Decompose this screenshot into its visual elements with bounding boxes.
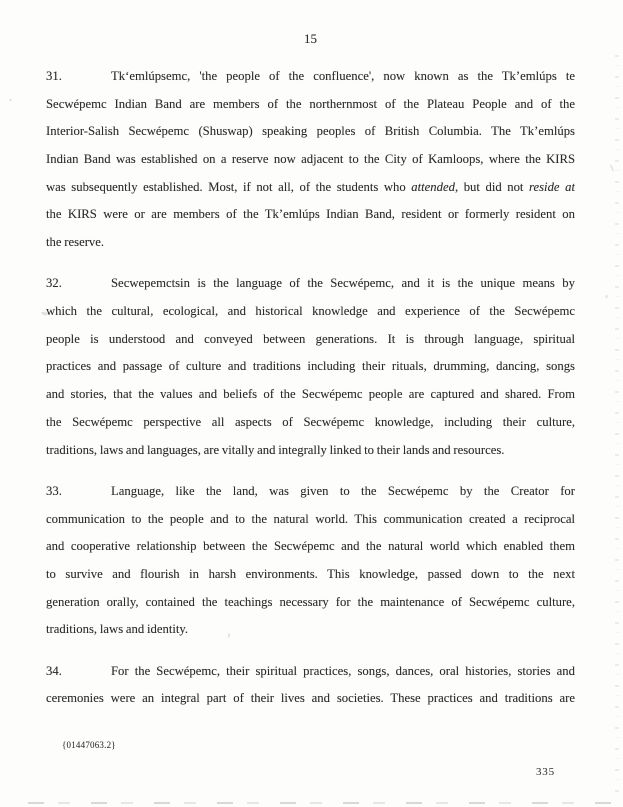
text-line xyxy=(46,174,575,202)
document-body xyxy=(46,63,575,727)
text-run: Interior-Salish Secwépemc (Shuswap) speaking peoples of British Columbia. The Tk’emlúps xyxy=(46,124,575,139)
text-run: generation orally, contained the teachings necessary for the maintenance of Secwépemc culture, xyxy=(46,594,575,609)
text-run: practices and passage of culture and traditions including their rituals, drumming, dancing, songs xyxy=(46,359,575,374)
text-run-italic: reside at xyxy=(529,179,575,194)
text-run: to survive and flourish in harsh environments. This knowledge, passed down to the next xyxy=(46,566,575,581)
text-run: ceremonies were an integral part of their lives and societies. These practices and traditions are xyxy=(46,691,575,706)
text-run: the reserve. xyxy=(46,235,105,250)
text-run: Language, like the land, was given to the Secwépemc by the Creator for xyxy=(111,483,575,498)
text-run: Indian Band was established on a reserve now adjacent to the City of Kamloops, where the KIRS xyxy=(46,152,575,167)
text-line xyxy=(46,201,575,229)
text-line xyxy=(46,658,575,686)
text-run: the KIRS were or are members of the Tk’emlúps Indian Band, resident or formerly resident on xyxy=(46,207,575,222)
text-run: communication to the people and to the natural world. This communication created a reciprocal xyxy=(46,511,575,526)
paragraph-number: 31. xyxy=(46,69,62,83)
text-run: Secwépemc Indian Band are members of the northernmost of the Plateau People and of the xyxy=(46,96,575,111)
paragraph-31 xyxy=(46,63,575,257)
text-line xyxy=(46,409,575,437)
page-number-top: 15 xyxy=(304,31,317,46)
text-run: For the Secwépemc, their spiritual practices, songs, dances, oral histories, stories and xyxy=(111,663,575,678)
text-run: and cooperative relationship between the Secwépemc and the natural world which enabled them xyxy=(46,539,575,554)
text-line xyxy=(46,437,575,465)
text-line xyxy=(46,270,575,298)
paragraph-number: 34. xyxy=(46,663,62,678)
footer-doc-id: {01447063.2} xyxy=(62,740,116,750)
paragraph-number: 33. xyxy=(46,483,62,498)
text-line xyxy=(46,506,575,534)
paragraph-33 xyxy=(46,478,575,644)
page-number-bottom: 335 xyxy=(536,766,555,778)
text-line xyxy=(46,63,575,91)
text-run: , but did not xyxy=(454,179,530,194)
text-line xyxy=(46,326,575,354)
text-line xyxy=(46,146,575,174)
scan-speckle xyxy=(605,295,608,298)
text-line xyxy=(46,616,575,644)
paragraph-32 xyxy=(46,270,575,464)
text-run: traditions, laws and languages, are vitally and integrally linked to their lands and resources. xyxy=(46,442,505,457)
text-run: traditions, laws and identity. xyxy=(46,622,189,637)
text-run: Tk‘emlúpsemc, 'the people of the confluence', now known as the Tk’emlúps te xyxy=(111,69,575,83)
text-run: and stories, that the values and beliefs of the Secwépemc people are captured and shared. From xyxy=(46,387,575,402)
text-line xyxy=(46,381,575,409)
scan-edge-noise xyxy=(615,55,619,797)
scan-speckle xyxy=(9,99,12,101)
text-run-italic: attended xyxy=(411,179,455,194)
text-run: which the cultural, ecological, and historical knowledge and experience of the Secwépemc xyxy=(46,304,575,319)
text-line xyxy=(46,685,575,713)
text-line xyxy=(46,353,575,381)
text-run: Secwepemctsin is the language of the Secwépemc, and it is the unique means by xyxy=(111,276,575,291)
scan-edge-noise xyxy=(28,802,611,804)
text-run: the Secwépemc perspective all aspects of Secwépemc knowledge, including their culture, xyxy=(46,414,575,429)
text-line xyxy=(46,298,575,326)
text-line xyxy=(46,478,575,506)
text-line xyxy=(46,561,575,589)
text-run: people is understood and conveyed between generations. It is through language, spiritual xyxy=(46,331,575,346)
paragraph-number: 32. xyxy=(46,276,62,291)
text-line xyxy=(46,229,575,257)
text-line xyxy=(46,91,575,119)
scan-speckle xyxy=(609,164,614,172)
text-line xyxy=(46,118,575,146)
text-run: was subsequently established. Most, if not all, of the students who xyxy=(46,179,412,194)
text-line xyxy=(46,589,575,617)
text-line xyxy=(46,533,575,561)
paragraph-34 xyxy=(46,658,575,713)
